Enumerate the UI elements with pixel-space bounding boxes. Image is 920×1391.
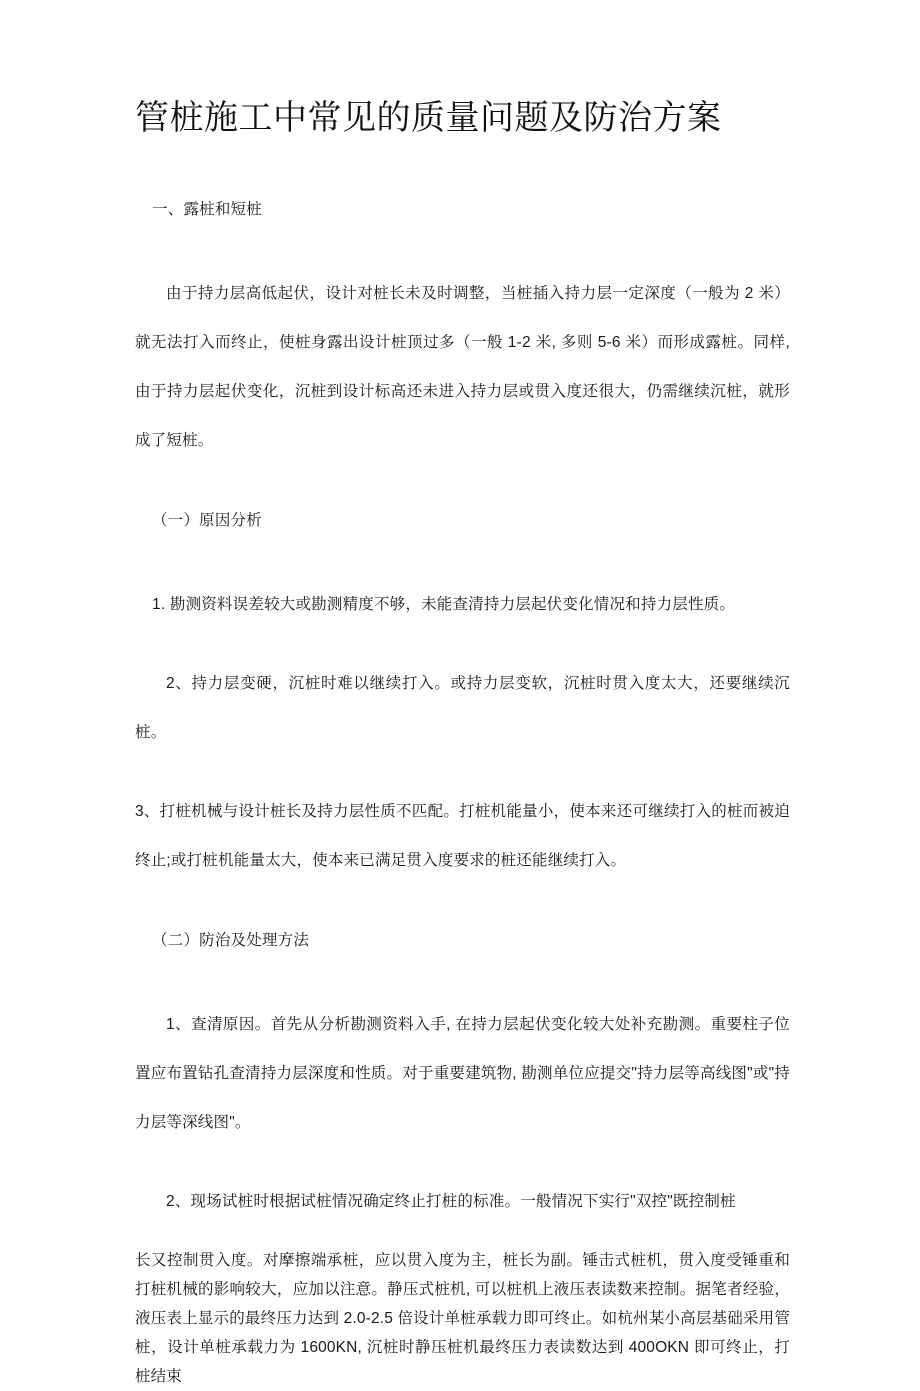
cause-item-2: 2、持力层变硬，沉桩时难以继续打入。或持力层变软，沉桩时贯入度太大，还要继续沉桩。: [135, 674, 790, 741]
spacer-after-section-one: [135, 234, 790, 269]
prevention-item-1: 1、查清原因。首先从分析勘测资料入手, 在持力层起伏变化较大处补充勘测。重要柱子位置应布置钻孔查清持力层深度和性质。对于重要建筑物, 勘测单位应提交"持力层等高线图"或"持力层等深线图"。: [135, 1015, 790, 1131]
spacer-after-causes: [135, 885, 790, 916]
spacer-cause-1-2: [135, 629, 790, 659]
spacer-after-cause-heading: [135, 545, 790, 580]
cause-item-3: 3、打桩机械与设计桩长及持力层性质不匹配。打桩机能量小，使本来还可继续打入的桩而被迫终止;或打桩机能量太大，使本来已满足贯入度要求的桩还能继续打入。: [135, 802, 790, 869]
spacer-cause-2-3: [135, 757, 790, 787]
cause-item-1: 1. 勘测资料误差较大或勘测精度不够，未能查清持力层起伏变化情况和持力层性质。: [152, 595, 736, 613]
spacer-prevention-1-2: [135, 1147, 790, 1177]
spacer-after-title: [135, 141, 790, 185]
subsection-heading-prevention: （二）防治及处理方法: [152, 931, 310, 949]
prevention-item-2: 2、现场试桩时根据试桩情况确定终止打桩的标准。一般情况下实行"双控"既控制桩: [166, 1192, 736, 1210]
spacer-after-intro: [135, 465, 790, 496]
tail-paragraph: 长又控制贯入度。对摩擦端承桩，应以贯入度为主，桩长为副。锤击式桩机，贯入度受锤重和打桩机械的影响较大，应加以注意。静压式桩机, 可以桩机上液压表读数来控制。据笔者经验，液压表上显示的最终压力达到 2.0-2.5 倍设计单桩承载力即可终止。如杭州某小高层基础采用管桩，设计单桩承载力为 1600KN, 沉桩时静压桩机最终压力表读数达到 400OKN 即可终止，打桩结束: [135, 1251, 790, 1385]
section-heading-one: 一、露桩和短桩: [152, 200, 262, 218]
page-title: 管桩施工中常见的质量问题及防治方案: [135, 100, 722, 137]
intro-paragraph: 由于持力层高低起伏，设计对桩长未及时调整，当桩插入持力层一定深度（一般为 2 米）就无法打入而终止，使桩身露出设计桩顶过多（一般 1-2 米, 多则 5-6 米）而形成露桩。同样, 由于持力层起伏变化，沉桩到设计标高还未进入持力层或贯入度还很大，仍需继续沉桩，就形成了短桩。: [135, 284, 790, 449]
spacer-after-prevention-heading: [135, 965, 790, 1000]
subsection-heading-cause-analysis: （一）原因分析: [152, 511, 262, 529]
